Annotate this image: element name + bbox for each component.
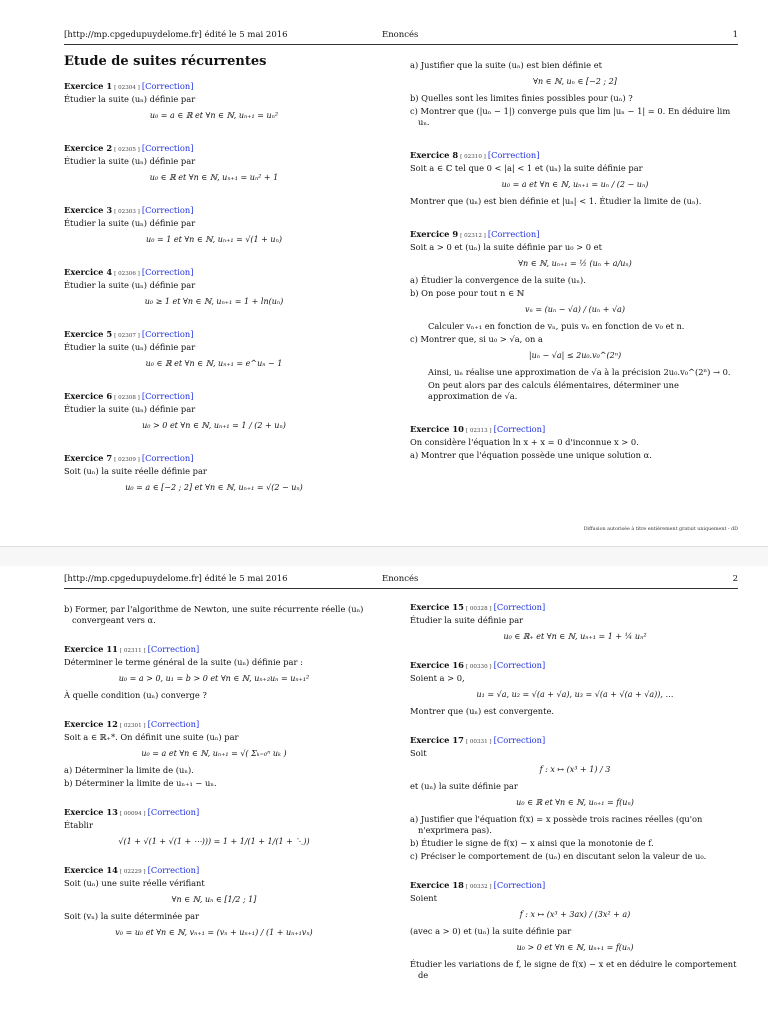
exercise-header	[64, 267, 364, 280]
exercise	[64, 604, 364, 626]
exercise-header	[64, 205, 364, 218]
exercise-text: On considère l'équation ln x + x = 0 d'inconnue x > 0.	[410, 437, 639, 447]
formula: u₀ ∈ ℝ et ∀n ∈ ℕ, uₙ₊₁ = f(uₙ)	[516, 798, 634, 807]
exercise-text: Étudier la suite (uₙ) définie par	[64, 404, 196, 414]
exercise	[64, 81, 364, 121]
exercise-text: c) Montrer que, si u₀ > √a, on a	[410, 334, 543, 344]
exercise-header	[410, 880, 740, 893]
formula: ∀n ∈ ℕ, uₙ ∈ [1/2 ; 1]	[171, 895, 257, 904]
exercise-text: Étudier la suite (uₙ) définie par	[64, 218, 196, 228]
header-center: Enoncés	[382, 30, 419, 40]
correction-link[interactable]: [Correction]	[141, 453, 194, 463]
exercise	[64, 807, 364, 847]
correction-link[interactable]: [Correction]	[147, 865, 200, 875]
exercise-label: Exercice 2	[64, 143, 113, 153]
correction-link[interactable]: [Correction]	[487, 229, 540, 239]
exercise-header	[64, 644, 364, 657]
header-url[interactable]: [http://mp.cpgedupuydelome.fr] édité le 5 mai 2016	[64, 30, 288, 40]
question-item: b) Former, par l'algorithme de Newton, une suite récurrente réelle (uₙ) convergeant vers α.	[64, 604, 364, 625]
page-header	[64, 30, 738, 45]
exercise-code: [ 02308 ]	[114, 395, 140, 401]
exercise-text: Montrer que (uₙ) est convergente.	[410, 706, 555, 716]
exercise-label: Exercice 14	[64, 865, 118, 875]
exercise-label: Exercice 18	[410, 880, 464, 890]
exercise-label: Exercice 9	[410, 229, 459, 239]
exercise-code: [ 02310 ]	[460, 154, 486, 160]
exercise	[64, 267, 364, 307]
correction-link[interactable]: [Correction]	[141, 267, 194, 277]
exercise-code: [ 00330 ]	[465, 664, 492, 670]
correction-link[interactable]: [Correction]	[141, 143, 194, 153]
exercise-text: Étudier la suite (uₙ) définie par	[64, 342, 196, 352]
exercise-code: [ 02301 ]	[119, 723, 146, 729]
exercise	[410, 424, 740, 461]
exercise	[410, 229, 740, 402]
formula: u₀ > 0 et ∀n ∈ ℕ, uₙ₊₁ = f(uₙ)	[516, 943, 634, 952]
exercise-text: et (uₙ) la suite définie par	[410, 781, 518, 791]
exercise-text: Étudier les variations de f, le signe de f(x) − x et en déduire le comportement de	[410, 959, 737, 980]
exercise	[410, 602, 740, 642]
formula: ∀n ∈ ℕ, uₙ₊₁ = ½ (uₙ + a/uₙ)	[518, 259, 632, 268]
formula: u₀ = a ∈ [−2 ; 2] et ∀n ∈ ℕ, uₙ₊₁ = √(2 − uₙ)	[125, 483, 303, 492]
exercise-code: [ 02311 ]	[119, 648, 146, 654]
formula: |uₙ − √a| ≤ 2u₀.v₀^(2ⁿ)	[528, 351, 622, 360]
exercise-header	[64, 329, 364, 342]
exercise-header	[410, 735, 740, 748]
exercise-text: Étudier la suite (uₙ) définie par	[64, 280, 196, 290]
exercise-header	[410, 424, 740, 437]
page-2	[0, 566, 768, 1024]
exercise-code: [ 00331 ]	[465, 739, 492, 745]
correction-link[interactable]: [Correction]	[141, 329, 194, 339]
footer-note: Diffusion autorisée à titre entièrement gratuit uniquement - dD	[583, 527, 738, 532]
correction-link[interactable]: [Correction]	[493, 424, 546, 434]
exercise-code: [ 02313 ]	[465, 428, 492, 434]
exercise-text: b) On pose pour tout n ∈ ℕ	[410, 288, 525, 298]
exercise-header	[64, 719, 364, 732]
exercise-text: Soit a ∈ ℂ tel que 0 < |a| < 1 et (uₙ) la suite définie par	[410, 163, 643, 173]
formula: u₀ ∈ ℝ et ∀n ∈ ℕ, uₙ₊₁ = uₙ² + 1	[149, 173, 279, 182]
exercise-text: c) Préciser le comportement de (uₙ) en discutant selon la valeur de u₀.	[410, 851, 707, 861]
exercise-text: À quelle condition (uₙ) converge ?	[64, 690, 207, 700]
exercise	[410, 660, 740, 717]
exercise	[64, 644, 364, 701]
exercise-text: Étudier la suite définie par	[410, 615, 524, 625]
exercise-label: Exercice 11	[64, 644, 118, 654]
exercise-text: Étudier la suite (uₙ) définie par	[64, 156, 196, 166]
page-header	[64, 574, 738, 589]
exercise	[410, 880, 740, 981]
exercise-code: [ 00332 ]	[465, 884, 492, 890]
exercise-text: Soit (uₙ) une suite réelle vérifiant	[64, 878, 205, 888]
formula: u₀ = 1 et ∀n ∈ ℕ, uₙ₊₁ = √(1 + uₙ)	[146, 235, 282, 244]
exercise-text: b) Étudier le signe de f(x) − x ainsi que la monotonie de f.	[410, 838, 654, 848]
exercise-code: [ 02306 ]	[114, 271, 140, 277]
right-column	[410, 602, 740, 999]
question-item: a) Justifier que la suite (uₙ) est bien définie et	[410, 60, 602, 70]
correction-link[interactable]: [Correction]	[141, 81, 194, 91]
formula: u₀ ∈ ℝ et ∀n ∈ ℕ, uₙ₊₁ = e^uₙ − 1	[145, 359, 283, 368]
exercise-text: a) Montrer que l'équation possède une unique solution α.	[410, 450, 652, 460]
exercise-header	[410, 229, 740, 242]
exercise	[64, 205, 364, 245]
exercise-code: [ 02303 ]	[114, 209, 140, 215]
exercise-text: a) Déterminer la limite de (uₙ).	[64, 765, 194, 775]
exercise-text: c) Montrer que (|uₙ − 1|) converge puis que lim |uₙ − 1| = 0. En déduire lim uₙ.	[410, 106, 731, 127]
exercise-header	[64, 807, 364, 820]
correction-link[interactable]: [Correction]	[141, 391, 194, 401]
formula: f : x ↦ (x³ + 1) / 3	[539, 765, 611, 774]
exercise	[64, 329, 364, 369]
correction-link[interactable]: [Correction]	[147, 644, 200, 654]
exercise-text: Étudier la suite (uₙ) définie par	[64, 94, 196, 104]
exercise-code: [ 02307 ]	[114, 333, 140, 339]
exercise-label: Exercice 15	[410, 602, 464, 612]
exercise-label: Exercice 13	[64, 807, 118, 817]
exercise-text: Soient	[410, 893, 437, 903]
exercise	[64, 865, 364, 938]
exercise-text: b) Quelles sont les limites finies possibles pour (uₙ) ?	[410, 93, 633, 103]
exercise-label: Exercice 12	[64, 719, 118, 729]
correction-link[interactable]: [Correction]	[493, 880, 546, 890]
exercise-text: Soit a > 0 et (uₙ) la suite définie par u₀ > 0 et	[410, 242, 602, 252]
exercise	[410, 150, 740, 207]
formula: f : x ↦ (x³ + 3ax) / (3x² + a)	[519, 910, 631, 919]
exercise-code: [ 02304 ]	[114, 85, 140, 91]
exercise	[64, 391, 364, 431]
exercise-code: [ 02312 ]	[460, 233, 486, 239]
exercise-label: Exercice 7	[64, 453, 113, 463]
correction-link[interactable]: [Correction]	[493, 735, 546, 745]
formula: u₀ ∈ ℝ₊ et ∀n ∈ ℕ, uₙ₊₁ = 1 + ¼ uₙ²	[503, 632, 647, 641]
formula: u₁ = √a, u₂ = √(a + √a), u₃ = √(a + √(a + √a)), …	[476, 690, 674, 699]
correction-link[interactable]: [Correction]	[147, 807, 200, 817]
left-column	[64, 602, 364, 956]
exercise-code: [ 02229 ]	[119, 869, 146, 875]
formula: u₀ = a > 0, u₁ = b > 0 et ∀n ∈ ℕ, uₙ₊₂uₙ = uₙ₊₁²	[118, 674, 310, 683]
exercise-label: Exercice 10	[410, 424, 464, 434]
exercise-code: [ 00328 ]	[465, 606, 492, 612]
exercise-label: Exercice 4	[64, 267, 113, 277]
page-number: 1	[732, 30, 738, 40]
exercise-header	[410, 660, 740, 673]
exercise-label: Exercice 16	[410, 660, 464, 670]
exercise-label: Exercice 8	[410, 150, 459, 160]
formula: u₀ ≥ 1 et ∀n ∈ ℕ, uₙ₊₁ = 1 + ln(uₙ)	[144, 297, 284, 306]
header-url[interactable]: [http://mp.cpgedupuydelome.fr] édité le 5 mai 2016	[64, 574, 288, 584]
exercise-header	[64, 391, 364, 404]
correction-link[interactable]: [Correction]	[147, 719, 200, 729]
page-separator	[0, 546, 768, 568]
exercise-text: Montrer que (uₙ) est bien définie et |uₙ| < 1. Étudier la limite de (uₙ).	[410, 196, 702, 206]
correction-link[interactable]: [Correction]	[493, 602, 546, 612]
formula: u₀ = a et ∀n ∈ ℕ, uₙ₊₁ = uₙ / (2 − uₙ)	[501, 180, 649, 189]
exercise-text: Établir	[64, 820, 93, 830]
formula: ∀n ∈ ℕ, uₙ ∈ [−2 ; 2]	[533, 77, 617, 86]
exercise-text: (avec a > 0) et (uₙ) la suite définie par	[410, 926, 572, 936]
exercise-code: [ 00094 ]	[119, 811, 146, 817]
exercise-code: [ 02309 ]	[114, 457, 140, 463]
sub-text: Ainsi, uₙ réalise une approximation de √a à la précision 2u₀.v₀^(2ⁿ) → 0.	[428, 367, 731, 377]
formula: u₀ = a et ∀n ∈ ℕ, uₙ₊₁ = √( Σₖ₌₀ⁿ uₖ )	[141, 749, 287, 758]
formula: u₀ = a ∈ ℝ et ∀n ∈ ℕ, uₙ₊₁ = uₙ²	[149, 111, 279, 120]
exercise-header	[64, 453, 364, 466]
exercise-header	[410, 150, 740, 163]
exercise-header	[64, 143, 364, 156]
exercise-text: Soit a ∈ ℝ₊*. On définit une suite (uₙ) par	[64, 732, 239, 742]
correction-link[interactable]: [Correction]	[141, 205, 194, 215]
exercise-code: [ 02305 ]	[114, 147, 140, 153]
exercise	[64, 143, 364, 183]
exercise	[410, 60, 740, 128]
exercise-label: Exercice 6	[64, 391, 113, 401]
header-center: Enoncés	[382, 574, 419, 584]
exercise-text: Soient a > 0,	[410, 673, 465, 683]
exercise-header	[64, 81, 364, 94]
exercise	[64, 453, 364, 493]
exercise-label: Exercice 1	[64, 81, 113, 91]
exercise	[64, 719, 364, 789]
exercise-text: a) Justifier que l'équation f(x) = x possède trois racines réelles (qu'on n'exprimera pas).	[410, 814, 703, 835]
formula: vₙ = (uₙ − √a) / (uₙ + √a)	[525, 305, 625, 314]
exercise-text: b) Déterminer la limite de uₙ₊₁ − uₙ.	[64, 778, 217, 788]
formula: √(1 + √(1 + √(1 + ⋯))) = 1 + 1/(1 + 1/(1 + ⋱))	[118, 837, 310, 846]
exercise-text: Soit (uₙ) la suite réelle définie par	[64, 466, 207, 476]
exercise-text: Déterminer le terme général de la suite (uₙ) définie par :	[64, 657, 303, 667]
exercise	[410, 735, 740, 862]
formula: v₀ = u₀ et ∀n ∈ ℕ, vₙ₊₁ = (vₙ + uₙ₊₁) / (1 + uₙ₊₁vₙ)	[115, 928, 313, 937]
exercise-text: Soit	[410, 748, 427, 758]
left-column	[64, 56, 364, 515]
exercise-header	[64, 865, 364, 878]
exercise-label: Exercice 3	[64, 205, 113, 215]
right-column	[410, 58, 740, 483]
document-title: Etude de suites récurrentes	[64, 54, 267, 69]
exercise-label: Exercice 5	[64, 329, 113, 339]
correction-link[interactable]: [Correction]	[487, 150, 540, 160]
formula: u₀ > 0 et ∀n ∈ ℕ, uₙ₊₁ = 1 / (2 + uₙ)	[142, 421, 286, 430]
sub-text: Calculer vₙ₊₁ en fonction de vₙ, puis vₙ en fonction de v₀ et n.	[428, 321, 685, 331]
exercise-label: Exercice 17	[410, 735, 464, 745]
exercise-text: Soit (vₙ) la suite déterminée par	[64, 911, 200, 921]
exercise-text: a) Étudier la convergence de la suite (uₙ).	[410, 275, 586, 285]
correction-link[interactable]: [Correction]	[493, 660, 546, 670]
exercise-header	[410, 602, 740, 615]
sub-text: On peut alors par des calculs élémentaires, déterminer une approximation de √a.	[428, 380, 679, 401]
page-number: 2	[732, 574, 738, 584]
